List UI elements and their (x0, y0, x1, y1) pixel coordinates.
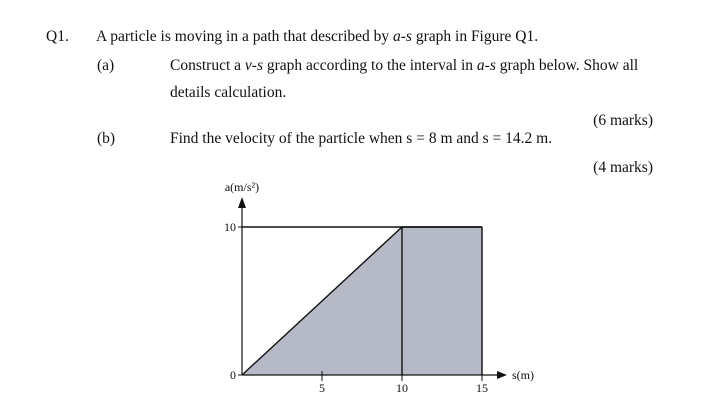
x-axis-label: s(m) (512, 368, 534, 382)
y-tick-label: 10 (224, 220, 236, 234)
question-stem: A particle is moving in a path that described by a-s graph in Figure Q1. (96, 28, 539, 45)
x-tick-label: 5 (319, 381, 325, 395)
part-b-text: Find the velocity of the particle when s = 8 m and s = 14.2 m. (170, 130, 553, 147)
x-axis-arrow (497, 371, 507, 379)
y-axis-label: a(m/s²) (224, 180, 260, 194)
part-a-text-line2: details calculation. (170, 84, 287, 101)
x-tick-label: 15 (476, 381, 488, 395)
y-tick-label: 0 (230, 368, 236, 382)
part-a-marks: (6 marks) (593, 112, 653, 129)
part-b-label: (b) (97, 130, 116, 147)
part-a-text-line1: Construct a v-s graph according to the interval in a-s graph below. Show all (170, 57, 639, 74)
acceleration-area (242, 227, 482, 375)
y-axis-arrow (238, 197, 246, 208)
part-b-marks: (4 marks) (593, 159, 653, 176)
x-tick-label: 10 (396, 381, 408, 395)
question-number: Q1. (46, 28, 69, 45)
part-a-label: (a) (97, 57, 115, 74)
